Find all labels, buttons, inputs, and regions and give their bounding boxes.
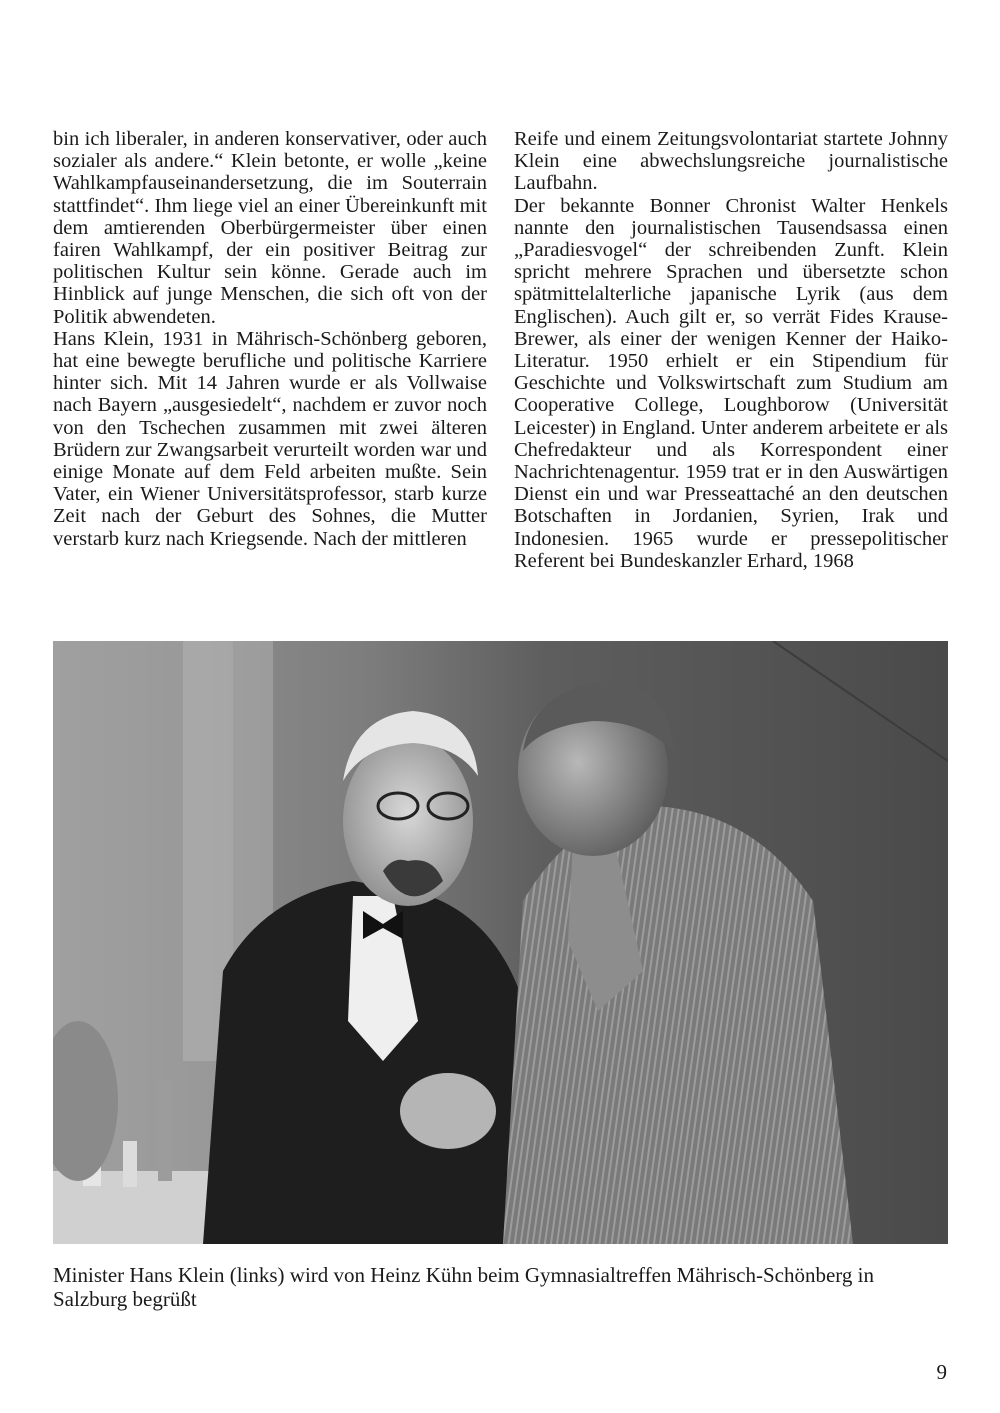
right-text-column [514,128,948,572]
left-paragraph-1: bin ich liberaler, in anderen konservativer, oder auch sozialer als andere.“ Klein betonte, er wolle „keine Wahlkampfauseinandersetzung, die im Souterrain stattfindet“. Ihm liege viel an einer Übereinkunft mit dem amtierenden Oberbürgermeister über einen fairen Wahlkampf, der ein positiver Beitrag zur politischen Kultur sein könne. Gerade auch im Hinblick auf junge Menschen, die sich oft von der Politik abwendeten. [53,128,487,328]
photograph [53,641,948,1244]
left-paragraph-2: Hans Klein, 1931 in Mährisch-Schönberg geboren, hat eine bewegte berufliche und politische Karriere hinter sich. Mit 14 Jahren wurde er als Vollwaise nach Bayern „ausgesiedelt“, nachdem er zuvor noch von den Tschechen zusammen mit zwei älteren Brüdern zur Zwangsarbeit verurteilt worden war und einige Monate auf dem Feld arbeiten mußte. Sein Vater, ein Wiener Universitätsprofessor, starb kurze Zeit nach der Geburt des Sohnes, die Mutter verstarb kurz nach Kriegsende. Nach der mittleren [53,327,487,550]
photo-caption: Minister Hans Klein (links) wird von Heinz Kühn beim Gymnasialtreffen Mährisch-Schönberg in Salzburg begrüßt [53,1263,874,1311]
left-text-column [53,128,487,550]
right-paragraph-1: Reife und einem Zeitungsvolontariat startete Johnny Klein eine abwechslungsreiche journalistische Laufbahn. [514,128,948,195]
photo-illustration [53,641,948,1244]
page-number: 9 [936,1360,947,1384]
right-paragraph-2: Der bekannte Bonner Chronist Walter Henkels nannte den journalistischen Tausendsassa einen „Paradiesvogel“ der schreibenden Zunft. Klein spricht mehrere Sprachen und übersetzte schon spätmittelalterliche japanische Lyrik (aus dem Englischen). Auch gilt er, so verrät Fides Krause-Brewer, als einer der wenigen Kenner der Haiko-Literatur. 1950 erhielt er ein Stipendium für Geschichte und Volkswirtschaft zum Studium am Cooperative College, Loughborow (Universität Leicester) in England. Unter anderem arbeitete er als Chefredakteur und als Korrespondent einer Nachrichtenagentur. 1959 trat er in den Auswärtigen Dienst ein und war Presseattaché an den deutschen Botschaften in Jordanien, Syrien, Irak und Indonesien. 1965 wurde er pressepolitischer Referent bei Bundeskanzler Erhard, 1968 [514,194,948,572]
